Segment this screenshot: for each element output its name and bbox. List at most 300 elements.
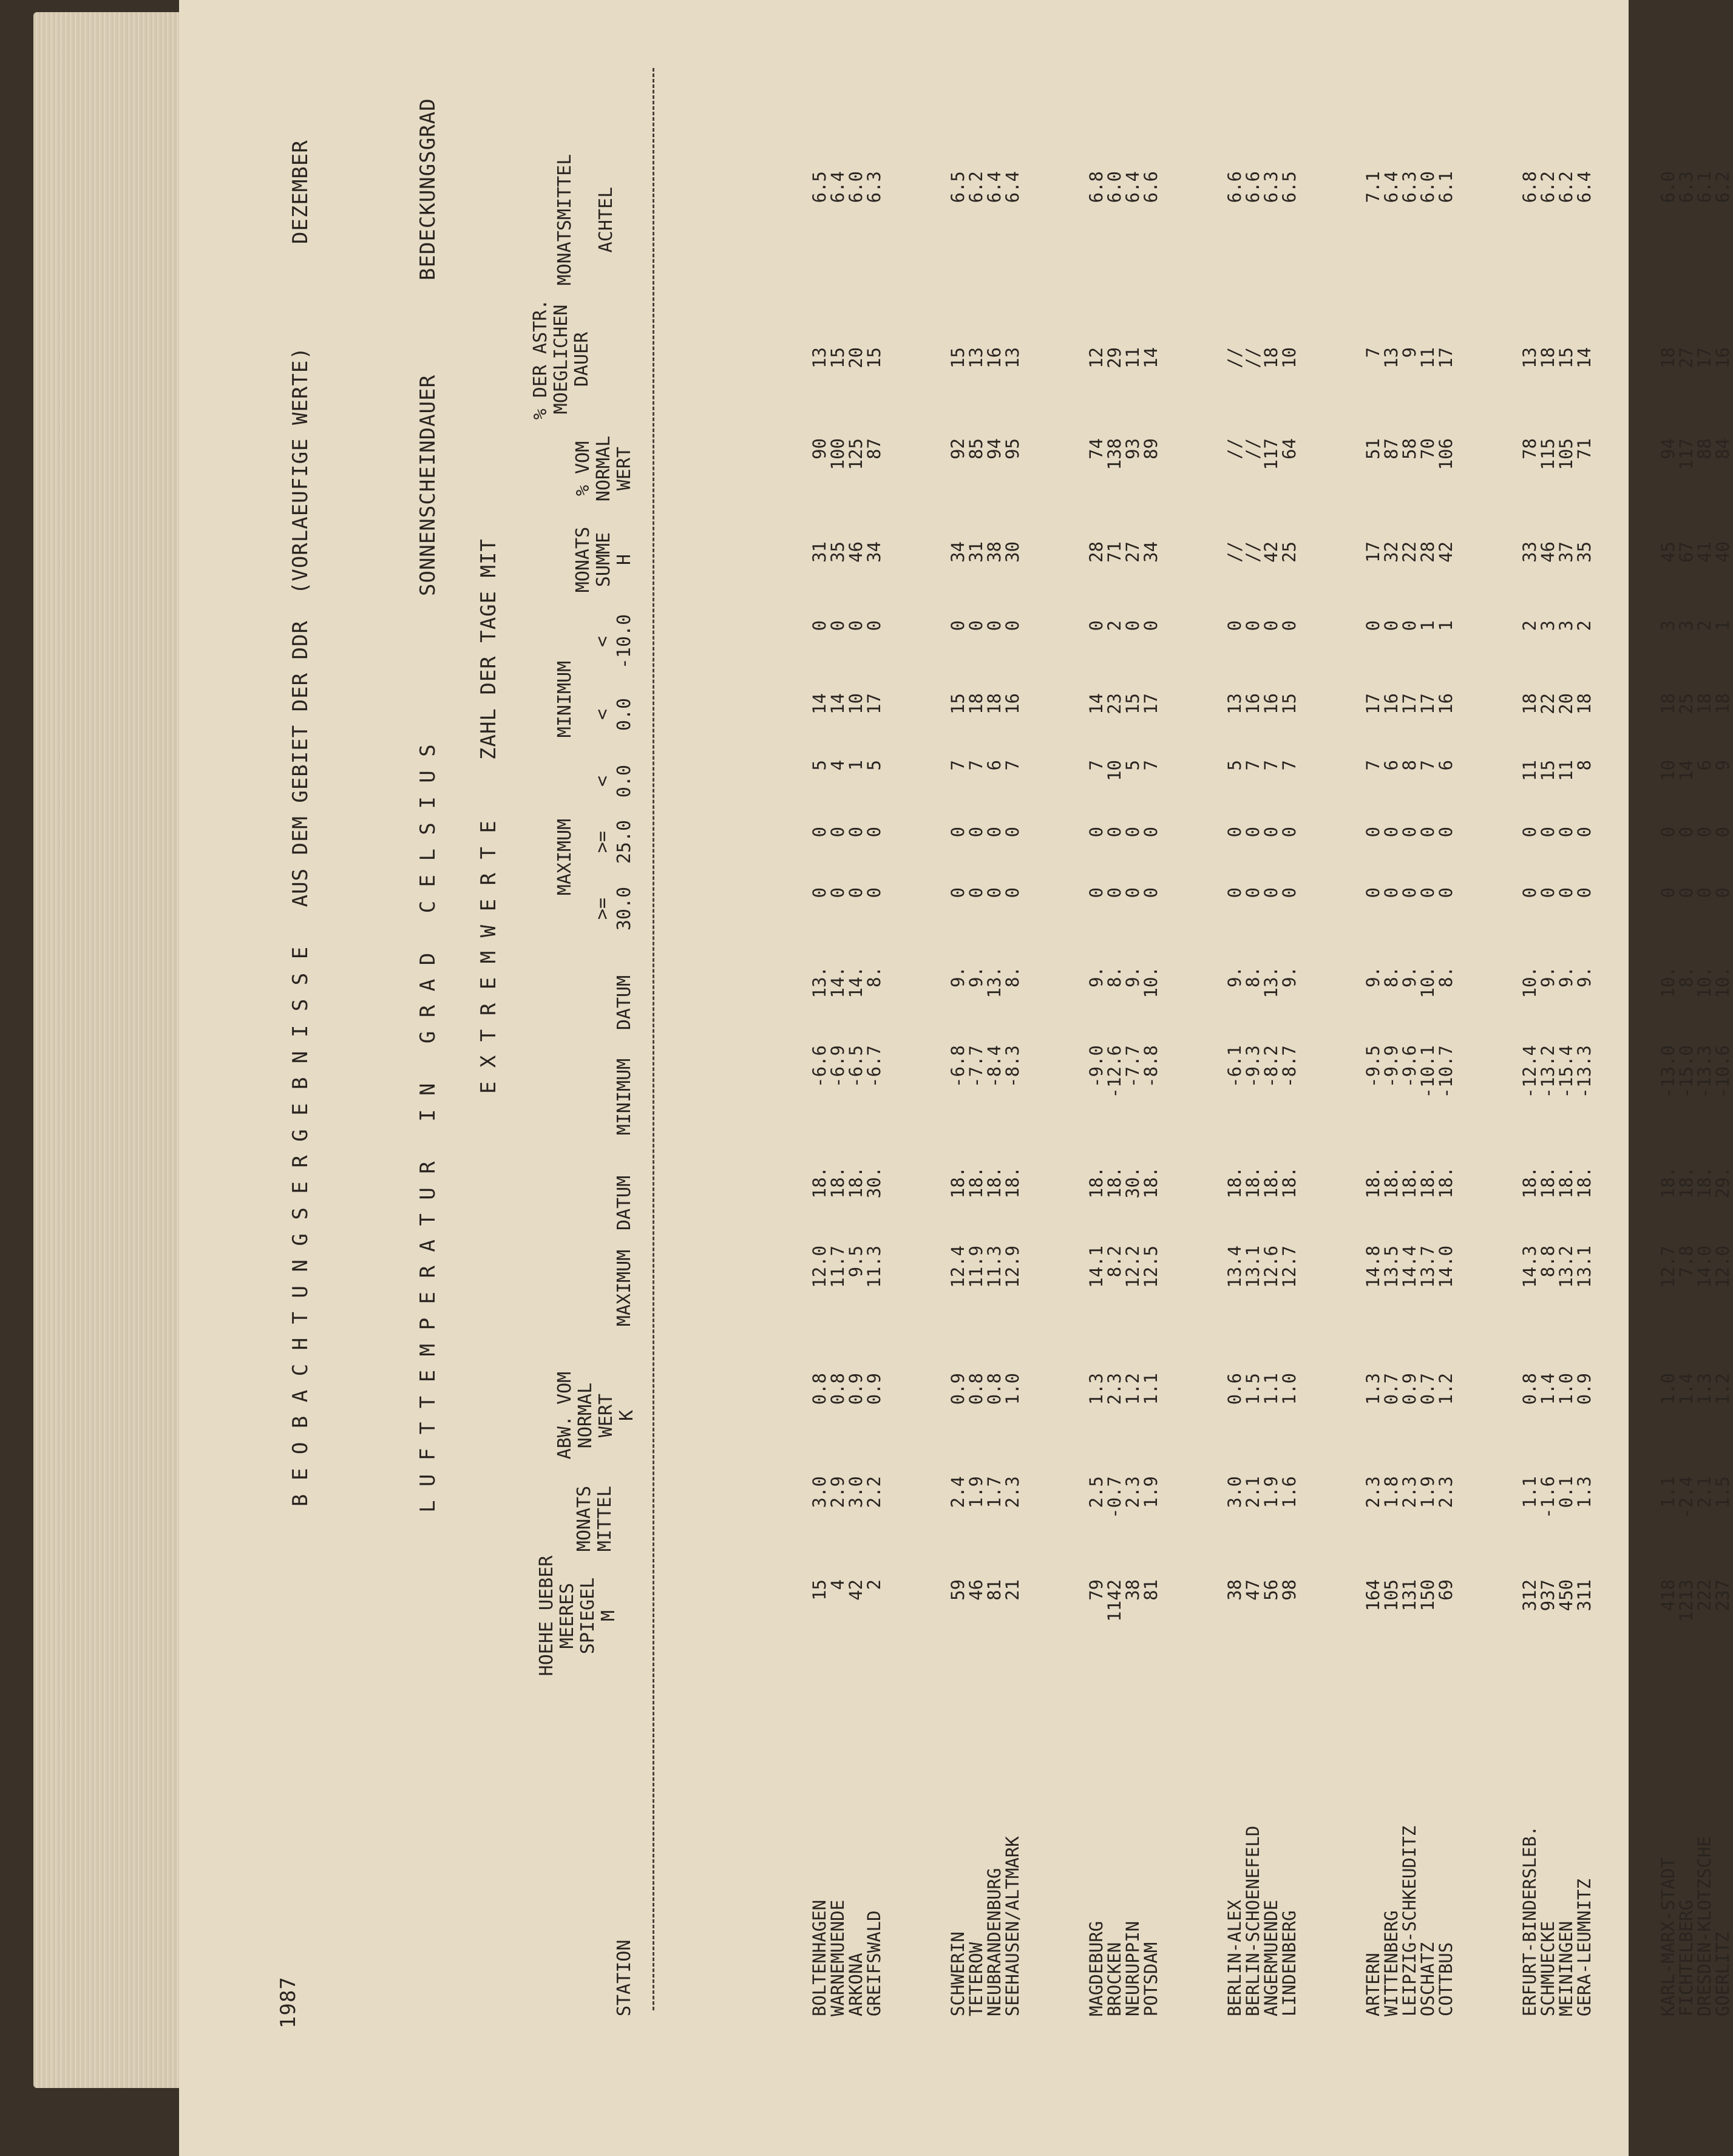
table-cell: 0: [827, 887, 848, 898]
table-row: [1142, 32, 1160, 2156]
table-cell: 18.: [1399, 1167, 1420, 1199]
table-cell: 0: [1658, 827, 1678, 838]
table-cell: 22: [1538, 693, 1558, 714]
table-cell: 16: [1436, 693, 1456, 714]
table-cell: -6.8: [948, 1045, 968, 1088]
table-cell: 9.: [1556, 966, 1576, 988]
table-cell: 8.: [1104, 966, 1125, 988]
table-cell: 18: [1658, 693, 1678, 714]
header-minimum: MINIMUM: [614, 1058, 635, 1136]
table-cell: 3.0: [809, 1476, 830, 1508]
table-cell: 0: [1381, 620, 1402, 631]
table-cell: 16: [1712, 347, 1733, 368]
table-row: [1003, 32, 1022, 2156]
table-cell: 14: [1141, 347, 1161, 368]
table-cell: 29: [1104, 347, 1125, 368]
station-name: KARL-MARX-STADT: [1658, 1857, 1678, 2016]
table-cell: 56: [1261, 1579, 1281, 1601]
table-cell: 1.9: [1141, 1476, 1161, 1508]
table-cell: 11.9: [966, 1246, 986, 1288]
table-cell: 6.5: [1279, 171, 1300, 203]
table-cell: 1.1: [1519, 1476, 1540, 1508]
table-cell: 1.3: [1363, 1373, 1383, 1405]
table-cell: 6.3: [1399, 171, 1420, 203]
table-cell: 0: [984, 827, 1005, 838]
table-cell: 2.5: [1086, 1476, 1107, 1508]
table-cell: -9.0: [1086, 1045, 1107, 1088]
table-cell: 6.2: [1556, 171, 1576, 203]
table-cell: 3: [1556, 620, 1576, 631]
table-cell: 33: [1519, 541, 1540, 563]
table-cell: 0: [984, 887, 1005, 898]
table-cell: 7: [1086, 760, 1107, 771]
table-cell: -13.2: [1538, 1045, 1558, 1099]
table-cell: 13.: [809, 966, 830, 998]
book-page-edges: [33, 12, 185, 2088]
table-cell: 9.: [1399, 966, 1420, 988]
table-cell: 30: [1002, 541, 1023, 563]
table-cell: 15: [1556, 347, 1576, 368]
table-row: [1105, 32, 1124, 2156]
table-cell: 3: [1538, 620, 1558, 631]
table-cell: 1213: [1676, 1579, 1697, 1622]
table-row: [1539, 32, 1557, 2156]
table-cell: 2: [1574, 620, 1595, 631]
table-cell: 2.3: [1436, 1476, 1456, 1508]
station-name: GREIFSWALD: [864, 1910, 884, 2016]
table-cell: 46: [966, 1579, 986, 1601]
table-cell: 46: [846, 541, 866, 563]
header-date-max: DATUM: [614, 1175, 635, 1231]
table-cell: 34: [948, 541, 968, 563]
table-cell: 7: [1363, 347, 1383, 358]
station-name: ANGERMUENDE: [1261, 1899, 1281, 2016]
table-cell: -9.3: [1243, 1045, 1263, 1088]
table-cell: 28: [1417, 541, 1438, 563]
table-cell: 1.0: [1002, 1373, 1023, 1405]
table-row: [985, 32, 1003, 2156]
table-cell: 2.1: [1694, 1476, 1715, 1508]
table-cell: 0: [1104, 827, 1125, 838]
table-cell: 0: [1363, 887, 1383, 898]
header-deviation-line: NORMAL: [575, 1382, 596, 1449]
table-cell: 51: [1363, 438, 1383, 459]
table-cell: 11: [1122, 347, 1143, 368]
table-cell: 0: [846, 827, 866, 838]
table-cell: 0.9: [1399, 1373, 1420, 1405]
table-cell: 9.5: [846, 1246, 866, 1278]
table-cell: 18.: [1676, 1167, 1697, 1199]
table-cell: 237: [1712, 1579, 1733, 1612]
table-cell: 13.: [984, 966, 1005, 998]
table-cell: 12.4: [948, 1246, 968, 1288]
table-cell: 6.1: [1436, 171, 1456, 203]
table-cell: 17: [1363, 541, 1383, 563]
table-cell: 11.7: [827, 1246, 848, 1288]
station-name: ARKONA: [846, 1953, 866, 2016]
table-row: [1087, 32, 1105, 2156]
table-cell: 138: [1104, 438, 1125, 470]
table-cell: 0: [1279, 827, 1300, 838]
table-cell: 0: [827, 620, 848, 631]
table-cell: 18.: [1519, 1167, 1540, 1199]
header-deviation-line: ABW. VOM: [554, 1371, 575, 1460]
table-cell: 40: [1712, 541, 1733, 563]
table-cell: 98: [1279, 1579, 1300, 1601]
table-cell: 71: [1574, 438, 1595, 459]
table-cell: 6.2: [966, 171, 986, 203]
table-cell: 1: [1417, 620, 1438, 631]
table-cell: 6.2: [1538, 171, 1558, 203]
header-sun-pct-normal-line: % VOM: [572, 441, 594, 497]
table-cell: 12.6: [1261, 1246, 1281, 1288]
table-cell: 94: [984, 438, 1005, 459]
table-cell: 12: [1086, 347, 1107, 368]
table-cell: 15: [1538, 760, 1558, 781]
table-row: [1124, 32, 1142, 2156]
table-cell: 1.5: [1243, 1373, 1263, 1405]
table-cell: 14.8: [1363, 1246, 1383, 1288]
table-cell: 38: [1122, 1579, 1143, 1601]
table-cell: //: [1224, 541, 1245, 563]
table-cell: 0: [1279, 887, 1300, 898]
table-cell: 18.: [846, 1167, 866, 1199]
table-cell: 42: [1261, 541, 1281, 563]
table-cell: 0: [809, 887, 830, 898]
table-cell: 6.3: [1676, 171, 1697, 203]
table-cell: 90: [809, 438, 830, 459]
table-cell: 13.7: [1417, 1246, 1438, 1288]
table-cell: 28: [1086, 541, 1107, 563]
table-cell: 18: [966, 693, 986, 714]
table-cell: 3: [1676, 620, 1697, 631]
table-cell: 18.: [1658, 1167, 1678, 1199]
table-cell: 18.: [1243, 1167, 1263, 1199]
table-cell: -12.6: [1104, 1045, 1125, 1099]
table-cell: -13.3: [1694, 1045, 1715, 1099]
header-min-group: MINIMUM: [554, 660, 575, 738]
table-cell: 11: [1519, 760, 1540, 781]
station-name: TETEROW: [966, 1942, 986, 2016]
table-cell: 12.7: [1279, 1246, 1300, 1288]
table-cell: 12.2: [1122, 1246, 1143, 1288]
table-cell: 9.: [948, 966, 968, 988]
table-cell: 18: [1694, 693, 1715, 714]
table-cell: 9.: [1574, 966, 1595, 988]
table-cell: 0.9: [846, 1373, 866, 1405]
table-cell: 18.: [1436, 1167, 1456, 1199]
station-name: POTSDAM: [1141, 1942, 1161, 2016]
table-cell: 9.: [1224, 966, 1245, 988]
table-cell: 18.: [1224, 1167, 1245, 1199]
table-cell: 17: [1363, 693, 1383, 714]
table-cell: 7: [1141, 760, 1161, 771]
table-cell: 7: [1261, 760, 1281, 771]
table-cell: 13.5: [1381, 1246, 1402, 1288]
table-cell: 18.: [1104, 1167, 1125, 1199]
table-cell: 6.2: [1712, 171, 1733, 203]
table-cell: 27: [1122, 541, 1143, 563]
table-cell: 16: [1243, 693, 1263, 714]
table-cell: 0: [1694, 827, 1715, 838]
station-name: ARTERN: [1363, 1953, 1383, 2016]
table-cell: 0.8: [809, 1373, 830, 1405]
table-cell: -1.6: [1538, 1476, 1558, 1519]
header-day-threshold: -10.0: [614, 614, 635, 670]
table-cell: 9.: [1086, 966, 1107, 988]
table-cell: 2: [1519, 620, 1540, 631]
table-cell: 0: [948, 620, 968, 631]
header-day-threshold: 0.0: [614, 697, 635, 731]
table-cell: 0: [1279, 620, 1300, 631]
table-cell: 0: [1224, 827, 1245, 838]
table-row: [1419, 32, 1437, 2156]
table-cell: 0: [1002, 620, 1023, 631]
header-monthly-mean-line: MITTEL: [594, 1485, 616, 1552]
table-cell: 0: [1104, 887, 1125, 898]
table-cell: 23: [1104, 693, 1125, 714]
table-cell: 32: [1381, 541, 1402, 563]
table-cell: 18: [1519, 693, 1540, 714]
table-cell: 0: [1436, 827, 1456, 838]
table-cell: 6.4: [1002, 171, 1023, 203]
table-cell: 17: [1141, 693, 1161, 714]
table-row: [1364, 32, 1382, 2156]
table-cell: 9: [1399, 347, 1420, 358]
table-cell: 0: [1381, 827, 1402, 838]
station-name: MEININGEN: [1556, 1920, 1576, 2016]
table-cell: -6.5: [846, 1045, 866, 1088]
document-page: [179, 0, 1733, 2156]
table-cell: 7: [1279, 760, 1300, 771]
table-row: [949, 32, 967, 2156]
table-row: [1677, 32, 1695, 2156]
table-cell: 42: [846, 1579, 866, 1601]
header-sun-pct-astr-line: DAUER: [571, 331, 592, 387]
table-cell: 13.: [1261, 966, 1281, 998]
table-cell: 10: [1104, 760, 1125, 781]
table-cell: -13.3: [1574, 1045, 1595, 1099]
header-sun-sum-line: SUMME: [593, 532, 614, 588]
table-cell: 9.: [1122, 966, 1143, 988]
table-cell: 2.3: [1002, 1476, 1023, 1508]
header-deviation-line: WERT: [595, 1393, 617, 1438]
table-cell: 7: [966, 760, 986, 771]
table-cell: 8: [1399, 760, 1420, 771]
table-cell: 12.7: [1658, 1246, 1678, 1288]
table-cell: 17: [1436, 347, 1456, 368]
table-cell: 69: [1436, 1579, 1456, 1601]
table-cell: 13: [1224, 693, 1245, 714]
table-cell: 6.4: [1122, 171, 1143, 203]
table-cell: 0: [1086, 827, 1107, 838]
table-cell: 0: [846, 887, 866, 898]
table-cell: 18.: [809, 1167, 830, 1199]
table-cell: 34: [1141, 541, 1161, 563]
table-cell: -8.3: [1002, 1045, 1023, 1088]
table-cell: 27: [1676, 347, 1697, 368]
table-cell: 2: [1694, 620, 1715, 631]
table-cell: 47: [1243, 1579, 1263, 1601]
table-cell: //: [1243, 438, 1263, 459]
table-cell: 7: [1243, 760, 1263, 771]
table-cell: 1.9: [1261, 1476, 1281, 1508]
table-cell: 0: [1224, 887, 1245, 898]
header-sun-sum-line: MONATS: [572, 526, 594, 593]
station-name: SCHMUECKE: [1538, 1920, 1558, 2016]
header-height-line: MEERES: [557, 1582, 578, 1649]
table-cell: 937: [1538, 1579, 1558, 1612]
table-cell: //: [1224, 347, 1245, 368]
table-cell: 38: [984, 541, 1005, 563]
station-name: LEIPZIG-SCHKEUDITZ: [1399, 1825, 1420, 2016]
table-cell: 0.9: [948, 1373, 968, 1405]
header-date-min: DATUM: [614, 975, 635, 1031]
table-cell: 0: [1712, 827, 1733, 838]
table-cell: 38: [1224, 1579, 1245, 1601]
table-cell: 0: [809, 620, 830, 631]
table-cell: 0: [1141, 887, 1161, 898]
table-cell: 11: [1556, 760, 1576, 781]
table-cell: 2: [864, 1579, 884, 1590]
table-cell: 1.4: [1538, 1373, 1558, 1405]
table-cell: 2.3: [1363, 1476, 1383, 1508]
table-cell: 164: [1363, 1579, 1383, 1612]
table-cell: 0: [1243, 620, 1263, 631]
header-maximum: MAXIMUM: [614, 1249, 635, 1327]
table-cell: 81: [984, 1579, 1005, 1601]
table-row: [1280, 32, 1298, 2156]
table-cell: 6.6: [1224, 171, 1245, 203]
table-cell: -8.4: [984, 1045, 1005, 1088]
table-cell: 10.: [1694, 966, 1715, 998]
table-cell: 0: [1224, 620, 1245, 631]
table-cell: 14.4: [1399, 1246, 1420, 1288]
header-day-op: >=: [592, 830, 613, 853]
table-cell: -8.8: [1141, 1045, 1161, 1088]
table-row: [1437, 32, 1455, 2156]
station-name: OSCHATZ: [1417, 1942, 1438, 2016]
table-cell: 105: [1381, 1579, 1402, 1612]
table-cell: 1.0: [1658, 1373, 1678, 1405]
table-cell: 1.9: [966, 1476, 986, 1508]
table-cell: 5: [809, 760, 830, 771]
page-title: B E O B A C H T U N G S E R G E B N I S S E AUS DEM GEBIET DER DDR (VORLAEUFIGE WERTE): [288, 347, 313, 1507]
table-cell: 1.9: [1417, 1476, 1438, 1508]
table-cell: 13: [1002, 347, 1023, 368]
table-cell: 1: [1712, 620, 1733, 631]
table-cell: 125: [846, 438, 866, 470]
table-cell: 0: [1363, 827, 1383, 838]
table-cell: 17: [1417, 693, 1438, 714]
table-cell: 6: [1436, 760, 1456, 771]
table-cell: 2.3: [1104, 1373, 1125, 1405]
table-cell: 18.: [966, 1167, 986, 1199]
table-cell: 5: [864, 760, 884, 771]
table-cell: 8.2: [1104, 1246, 1125, 1278]
table-cell: 22: [1399, 541, 1420, 563]
table-cell: 2.3: [1122, 1476, 1143, 1508]
table-cell: 2.3: [1399, 1476, 1420, 1508]
station-name: MAGDEBURG: [1086, 1920, 1107, 2016]
table-cell: 14: [809, 693, 830, 714]
header-day-op: >=: [592, 897, 613, 920]
table-cell: 15: [1279, 693, 1300, 714]
table-cell: 0: [1002, 887, 1023, 898]
table-cell: 8.: [1243, 966, 1263, 988]
table-cell: 18: [1261, 347, 1281, 368]
table-cell: 18: [1712, 693, 1733, 714]
table-cell: 150: [1417, 1579, 1438, 1612]
table-cell: -15.4: [1556, 1045, 1576, 1099]
table-cell: 10.: [1519, 966, 1540, 998]
table-cell: 1.0: [1279, 1373, 1300, 1405]
table-cell: 0: [1658, 887, 1678, 898]
table-cell: 0: [1417, 887, 1438, 898]
table-cell: 0: [1261, 827, 1281, 838]
table-cell: 3.0: [1224, 1476, 1245, 1508]
table-cell: 15: [827, 347, 848, 368]
table-cell: 8.: [1436, 966, 1456, 988]
table-cell: 14.0: [1436, 1246, 1456, 1288]
header-height-line: HOEHE UEBER: [536, 1555, 557, 1676]
table-cell: 0: [1399, 620, 1420, 631]
station-name: GERA-LEUMNITZ: [1574, 1879, 1595, 2016]
table-cell: -6.1: [1224, 1045, 1245, 1088]
table-cell: 7: [1002, 760, 1023, 771]
table-cell: 0.9: [1574, 1373, 1595, 1405]
table-row: [1575, 32, 1593, 2156]
table-cell: 18: [1658, 347, 1678, 368]
table-cell: 13.1: [1574, 1246, 1595, 1288]
table-cell: 13: [1381, 347, 1402, 368]
table-cell: 64: [1279, 438, 1300, 459]
table-cell: 9.: [1363, 966, 1383, 988]
table-cell: -13.0: [1658, 1045, 1678, 1099]
table-cell: 6.4: [984, 171, 1005, 203]
table-cell: 0: [1141, 620, 1161, 631]
table-cell: 1.8: [1381, 1476, 1402, 1508]
table-cell: 0: [1399, 887, 1420, 898]
table-cell: 6.0: [1104, 171, 1125, 203]
table-cell: 18.: [948, 1167, 968, 1199]
header-max-group: MAXIMUM: [554, 818, 575, 896]
table-cell: 12.0: [809, 1246, 830, 1288]
table-cell: 0.7: [1417, 1373, 1438, 1405]
table-cell: 0: [1381, 887, 1402, 898]
table-cell: 0: [1261, 887, 1281, 898]
table-cell: 7: [948, 760, 968, 771]
table-cell: 89: [1141, 438, 1161, 459]
table-cell: -10.6: [1712, 1045, 1733, 1099]
table-cell: 84: [1712, 438, 1733, 459]
table-cell: 11: [1417, 347, 1438, 368]
table-cell: 2.2: [864, 1476, 884, 1508]
page-year: 1987: [276, 1976, 300, 2029]
header-day-threshold: 30.0: [614, 886, 635, 931]
station-name: DRESDEN-KLOTZSCHE: [1694, 1836, 1715, 2016]
table-cell: 18.: [1363, 1167, 1383, 1199]
table-cell: 9.: [1538, 966, 1558, 988]
table-cell: 3.0: [846, 1476, 866, 1508]
station-name: COTTBUS: [1436, 1942, 1456, 2016]
table-cell: 7.8: [1676, 1246, 1697, 1278]
table-cell: 6.3: [864, 171, 884, 203]
rotated-table: [179, 0, 1733, 2156]
table-cell: 0: [1694, 887, 1715, 898]
table-row: [810, 32, 829, 2156]
table-cell: -9.9: [1381, 1045, 1402, 1088]
